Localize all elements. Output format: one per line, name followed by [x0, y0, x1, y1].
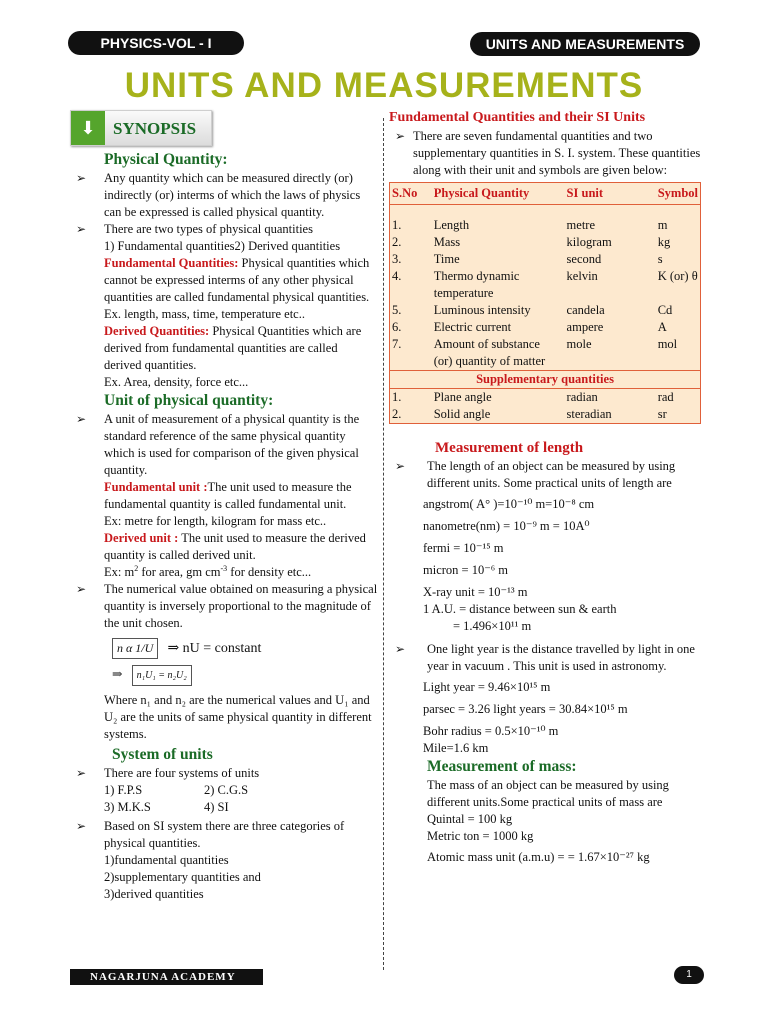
pq-types-list: 1) Fundamental quantities2) Derived quantities [104, 239, 341, 253]
cell-sym: mol [657, 337, 678, 351]
synopsis-tag [70, 110, 212, 146]
heading-measurement-mass: Measurement of mass: [427, 758, 577, 775]
mass-intro: The mass of an object can be measured by using different units.Some practical units of mass are [427, 778, 669, 809]
system-mks: 3) M.K.S [104, 800, 151, 814]
cell-sym: s [657, 252, 663, 266]
cell-unit: candela [566, 303, 605, 317]
cell-unit: steradian [566, 407, 612, 421]
system-fps: 1) F.P.S [104, 783, 143, 797]
fq-example: Ex. length, mass, time, temperature etc.. [104, 307, 305, 321]
du-text: The unit used to measure the derived quantity is called derived unit. [104, 531, 366, 562]
unit-angstrom: angstrom( A° )=10⁻¹⁰ m=10⁻⁸ cm [423, 497, 595, 511]
dq-label: Derived Quantities: [104, 324, 210, 338]
table-row [390, 336, 701, 371]
cell-qty: Luminous intensity [433, 303, 531, 317]
cell-unit: mole [566, 337, 592, 351]
unit-au: 1 A.U. = distance between sun & earth [423, 602, 617, 616]
cell-no: 7. [392, 337, 402, 351]
heading-physical-quantity: Physical Quantity: [104, 151, 228, 168]
fundamental-quantities-def [70, 255, 378, 306]
supplementary-header-row [390, 371, 701, 389]
du-ex-c: for density etc... [227, 565, 312, 579]
formula-n1u1: n₁U₁ = n₂U₂ [132, 665, 192, 686]
cell-unit: radian [566, 390, 598, 404]
cell-sym: K (or) θ [657, 269, 698, 283]
cell-no: 5. [392, 303, 402, 317]
fu-text: The unit used to measure the fundamental quantity is called fundamental unit. [104, 480, 352, 511]
si-units-table [389, 182, 701, 424]
bullet-length-units: ➢ The length of an object can be measured by using different units. Some practical units of length are [389, 458, 701, 492]
cell-qty: Plane angle [433, 390, 492, 404]
table-row [390, 406, 701, 424]
table-row [390, 268, 701, 302]
unit-light-year: Light year = 9.46×10¹⁵ m [423, 680, 551, 694]
du-ex-b: for area, gm cm [138, 565, 221, 579]
bullet-pq-types: ➢ There are two types of physical quantities [70, 221, 378, 238]
cell-qty: Solid angle [433, 407, 491, 421]
cell-no: 4. [392, 269, 402, 283]
unit-amu: Atomic mass unit (a.m.u) = = 1.67×10⁻²⁷ kg [427, 850, 650, 864]
table-header-row [390, 183, 701, 205]
where-text: Where n₁ and n₂ are the numerical values and U₁ and U₂ are the units of same physical quantity in different systems. [104, 693, 372, 741]
unit-parsec: parsec = 3.26 light years = 30.84×10¹⁵ m [423, 702, 628, 716]
bullet-unit-definition: ➢ A unit of measurement of a physical quantity is the standard reference of the same physical quantity which is used for comparison of the given physical quantity. [70, 411, 378, 479]
derived-unit-def [70, 530, 378, 564]
fu-example: Ex: metre for length, kilogram for mass etc.. [104, 514, 327, 528]
category-2: 2)supplementary quantities and [104, 870, 261, 884]
system-si: 4) SI [204, 800, 229, 814]
category-1: 1)fundamental quantities [104, 853, 229, 867]
cell-unit: metre [566, 218, 596, 232]
unit-nanometre: nanometre(nm) = 10⁻⁹ m = 10A⁰ [423, 519, 590, 533]
left-column [70, 110, 378, 903]
header-chapter: UNITS AND MEASUREMENTS [470, 32, 700, 56]
cell-unit: ampere [566, 320, 604, 334]
cell-no: 2. [392, 407, 402, 421]
cell-qty: Electric current [433, 320, 512, 334]
unit-bohr: Bohr radius = 0.5×10⁻¹⁰ m [423, 724, 559, 738]
formula-n-alpha: n α 1/U [112, 638, 158, 659]
bullet-seven-quantities: ➢ There are seven fundamental quantities and two supplementary quantities in S. I. system. These quantities along with their unit and symbols are given below: [389, 128, 701, 179]
spacer-row [390, 205, 701, 218]
cell-qty: Time [433, 252, 460, 266]
th-unit: SI unit [553, 183, 656, 205]
unit-xray: X-ray unit = 10⁻¹³ m [423, 585, 528, 599]
cell-sym: kg [657, 235, 671, 249]
bullet-four-systems: ➢ There are four systems of units [70, 765, 378, 782]
heading-measurement-length: Measurement of length [435, 440, 584, 456]
unit-micron: micron = 10⁻⁶ m [423, 563, 509, 577]
heading-unit: Unit of physical quantity: [104, 392, 274, 409]
cell-no: 1. [392, 218, 402, 232]
unit-fermi: fermi = 10⁻¹⁵ m [423, 541, 504, 555]
unit-quintal: Quintal = 100 kg [427, 812, 513, 826]
fq-text: Physical quantities which cannot be expressed interms of any other physical quantities are called fundamental physical quantities. [104, 256, 370, 304]
systems-row-2 [70, 799, 378, 816]
cell-unit: kelvin [566, 269, 598, 283]
fu-label: Fundamental unit : [104, 480, 208, 494]
derived-quantities-def [70, 323, 378, 374]
implies-arrow: ⇒ [112, 667, 123, 681]
table-row [390, 217, 701, 234]
th-sno: S.No [390, 183, 432, 205]
bullet-pq-definition: ➢ Any quantity which can be measured directly (or) indirectly (or) interms of which the laws of physics can be expressed is called physical quantity. [70, 170, 378, 221]
bullet-light-year: ➢ One light year is the distance travelled by light in one year in vacuum . This unit is used in astronomy. [389, 641, 701, 675]
unit-mile: Mile=1.6 km [423, 741, 489, 755]
fq-label: Fundamental Quantities: [104, 256, 239, 270]
cell-sym: Cd [657, 303, 673, 317]
cell-sym: sr [657, 407, 667, 421]
cell-qty: Length [433, 218, 470, 232]
heading-fundamental-si: Fundamental Quantities and their SI Units [389, 110, 646, 125]
supplementary-title: Supplementary quantities [390, 371, 701, 389]
cell-unit: second [566, 252, 602, 266]
heading-system-of-units: System of units [112, 746, 213, 763]
page-title: UNITS AND MEASUREMENTS [124, 66, 644, 105]
formula-row-2 [70, 665, 378, 686]
formula-nu-constant: ⇒ nU = constant [167, 641, 262, 656]
cell-no: 2. [392, 235, 402, 249]
cell-unit: kilogram [566, 235, 612, 249]
formula-row-1 [70, 638, 378, 659]
bullet-inverse-proportion: ➢ The numerical value obtained on measuring a physical quantity is inversely proportional to the magnitude of the unit chosen. [70, 581, 378, 632]
systems-row-1 [70, 782, 378, 799]
du-ex-a: Ex: m [104, 565, 135, 579]
cell-qty: Amount of substance (or) quantity of matter [433, 337, 546, 368]
cell-no: 1. [392, 390, 402, 404]
dq-text: Physical Quantities which are derived from fundamental quantities are called derived quantities. [104, 324, 362, 372]
dq-example: Ex. Area, density, force etc... [104, 375, 249, 389]
table-row [390, 234, 701, 251]
unit-au-value: = 1.496×10¹¹ m [453, 619, 532, 633]
bullet-si-categories: ➢ Based on SI system there are three categories of physical quantities. [70, 818, 378, 852]
header-subject: PHYSICS-VOL - I [68, 31, 244, 55]
table-row [390, 389, 701, 407]
th-symbol: Symbol [656, 183, 701, 205]
page-number: 1 [674, 966, 704, 984]
table-row [390, 251, 701, 268]
cell-sym: rad [657, 390, 674, 404]
unit-metric-ton: Metric ton = 1000 kg [427, 829, 534, 843]
synopsis-label: SYNOPSIS [113, 118, 197, 138]
footer-academy: NAGARJUNA ACADEMY [70, 969, 263, 985]
th-quantity: Physical Quantity [432, 183, 553, 205]
du-example: Ex: $m^2$ for area, gm $cm^{-3}$ for density etc... [104, 563, 312, 579]
cell-no: 3. [392, 252, 402, 266]
table-row [390, 319, 701, 336]
cell-qty: Mass [433, 235, 461, 249]
fundamental-unit-def [70, 479, 378, 513]
cell-sym: m [657, 218, 668, 232]
system-cgs: 2) C.G.S [204, 783, 249, 797]
right-column [389, 108, 701, 866]
cell-qty: Thermo dynamic temperature [433, 269, 520, 300]
down-arrow-icon: ⬇ [71, 111, 105, 145]
du-label: Derived unit : [104, 531, 179, 545]
column-divider [383, 118, 384, 970]
cell-no: 6. [392, 320, 402, 334]
table-row [390, 302, 701, 319]
cell-sym: A [657, 320, 667, 334]
category-3: 3)derived quantities [104, 887, 204, 901]
